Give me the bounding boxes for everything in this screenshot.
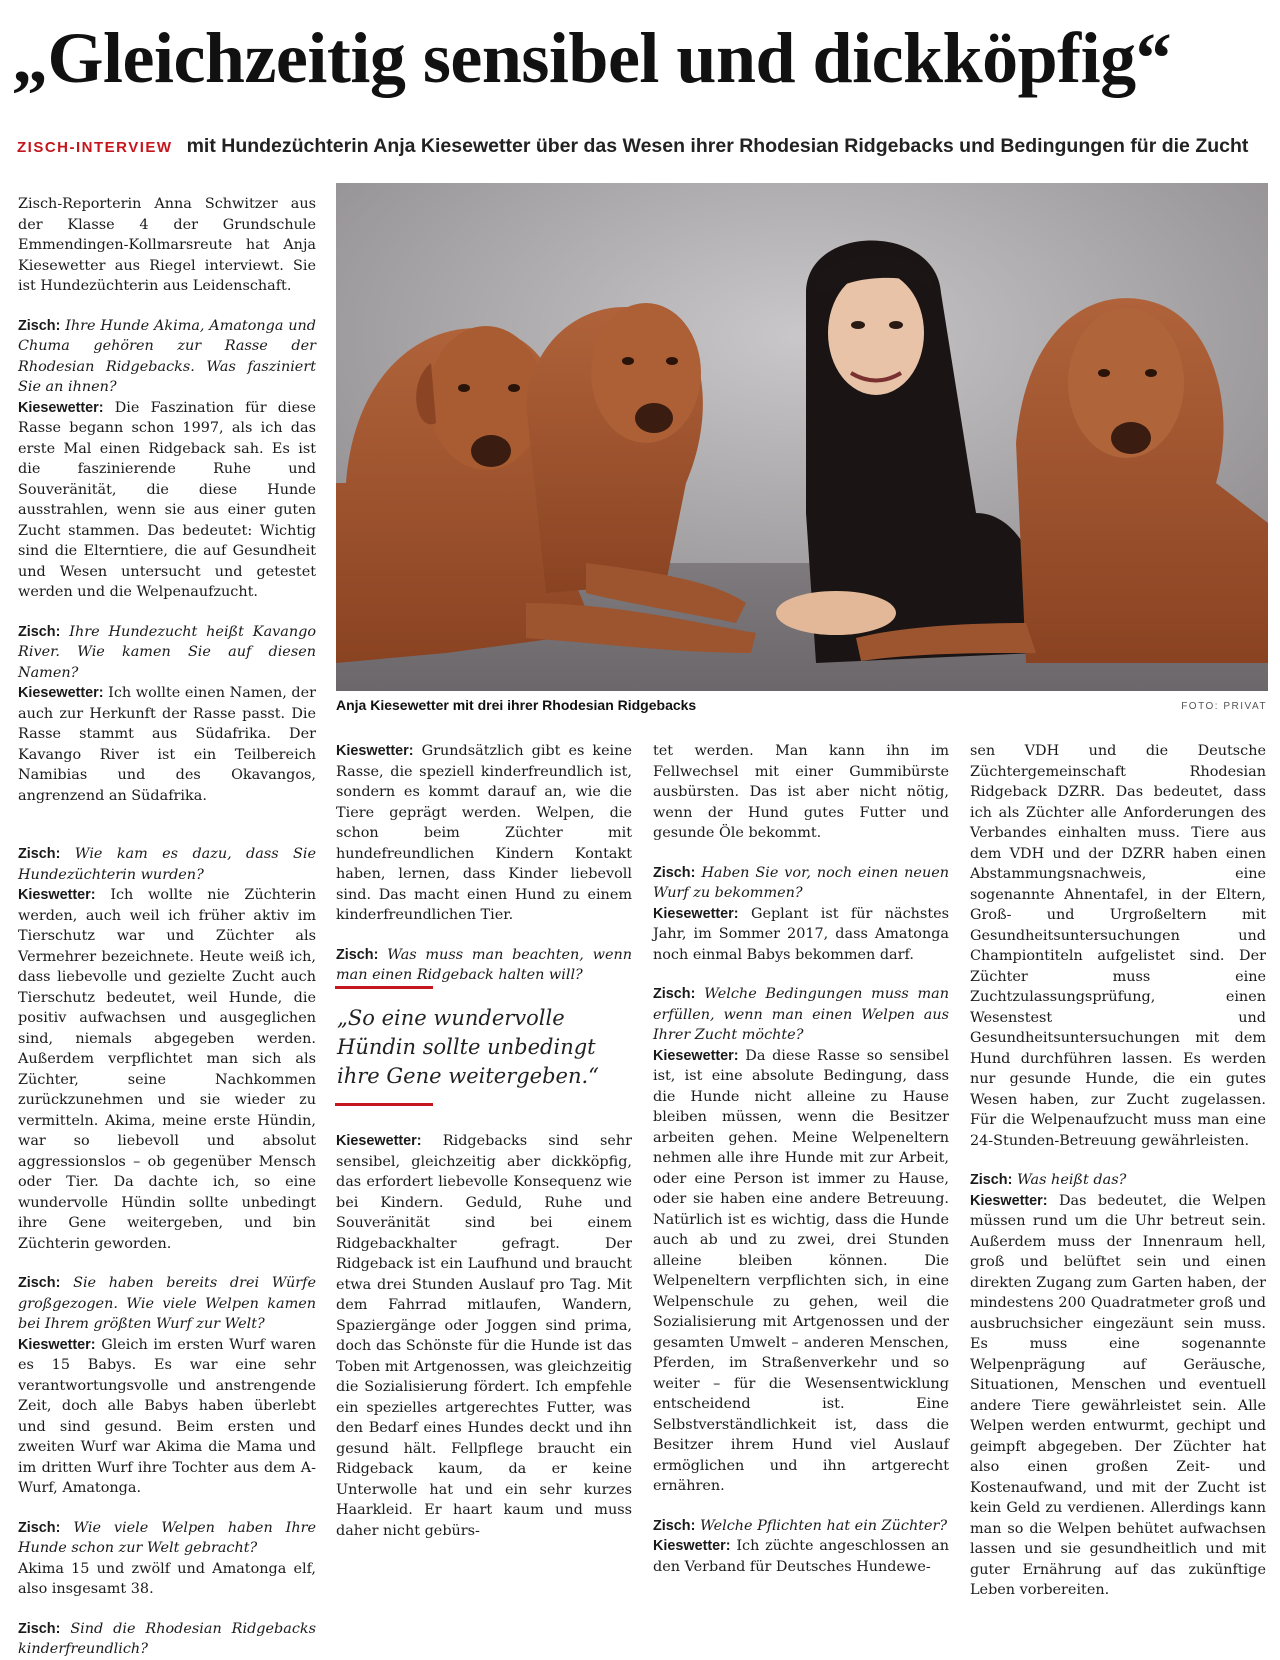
question: Zisch: Welche Bedingungen muss man erfüllen, wenn man einen Welpen aus Ihrer Zucht möchte? — [653, 986, 949, 1043]
headline: „Gleichzeitig sensibel und dickköpfig“ — [12, 18, 1172, 98]
speaker: Zisch: — [653, 864, 696, 881]
answer: Kieswetter: Ich züchte angeschlossen an den Verband für Deutsches Hundewe- — [653, 1538, 950, 1575]
answer-continued: tet werden. Man kann ihn im Fellwechsel mit einer Gummibürste ausbürsten. Das ist aber nicht nötig, wenn der Hund gutes Futter und gesunde Öle bekommt. — [653, 743, 949, 841]
question: Zisch: Wie kam es dazu, dass Sie Hundezüchterin wurden? — [18, 846, 316, 883]
speaker: Zisch: — [653, 986, 696, 1002]
speaker: Kiesewetter: — [653, 905, 739, 922]
speaker: Kiesewetter: — [18, 685, 104, 701]
speaker: Kieswetter: — [970, 1192, 1048, 1209]
question: Zisch: Welche Pflichten hat ein Züchter? — [653, 1517, 948, 1534]
answer: Kiesewetter: Ich wollte einen Namen, der auch zur Herkunft der Rasse passt. Die Rasse stammt aus Südafrika. Der Kavango River ist ein Teilbereich Namibias und des Okavangos, angrenzend an Südafrika. — [18, 685, 316, 804]
speaker: Zisch: — [18, 317, 61, 334]
column-4 — [970, 741, 1266, 1601]
speaker: Kiesewetter: — [336, 1133, 422, 1149]
question: Zisch: Ihre Hundezucht heißt Kavango River. Wie kamen Sie auf diesen Namen? — [18, 623, 316, 681]
answer: Kiesewetter: Da diese Rasse so sensibel ist, ist eine absolute Bedingung, dass die Hunde nicht alleine zu Hause bleiben müssen, wenn die Besitzer arbeiten gehen. Meine Welpeneltern nehmen alle ihre Hunde mit zur Arbeit, oder eine Person ist immer zu Hause, oder sie haben eine andere Betreuung. Natürlich ist es wichtig, dass die Hunde auch ab und zu zwei, drei Stunden alleine bleiben können. Die Welpeneltern verpflichten sich, in eine Welpenschule zu gehen, weil die Sozialisierung mit Artgenossen und der gesamten Umwelt – anderen Menschen, Pferden, im Straßenverkehr und so weiter – für die Wesensentwicklung entscheidend ist. Eine Selbstverständlichkeit ist, dass die Besitzer ihrem Hund viel Auslauf ermöglichen und ihn artgerecht ernähren. — [653, 1047, 949, 1494]
question: Zisch: Wie viele Welpen haben Ihre Hunde schon zur Welt gebracht? — [18, 1519, 316, 1556]
column-1 — [18, 194, 316, 1660]
speaker: Zisch: — [18, 846, 61, 862]
speaker: Kieswetter: — [336, 743, 414, 759]
column-2-continued — [336, 1131, 632, 1541]
column-3 — [653, 741, 949, 1577]
answer: Kieswetter: Grundsätzlich gibt es keine Rasse, die speziell kinderfreundlich ist, sondern es kommt darauf an, wie die Tiere geprägt werden. Welpen, die schon beim Züchter mit hundefreundlichen Kindern Kontakt haben, lernen, dass Kinder liebevoll sind. Das macht einen Hund zu einem kinderfreundlichen Tier. — [336, 743, 632, 923]
answer: Kieswetter: Ich wollte nie Züchterin werden, auch weil ich früher aktiv im Tierschutz war und Züchter als Vermehrer bezeichnete. Heute weiß ich, dass liebevolle und gezielte Zucht auch Tierschutz bedeutet, weil Hunde, die positiv aufwachsen und ausgeglichen sind, niemals abgegeben werden. Außerdem verpflichtet man sich als Züchter, seine Nachkommen zurückzunehmen und sie wieder zu vermitteln. Akima, meine erste Hündin, war so liebevoll und absolut aggressionslos – ob gegenüber Mensch oder Tier. Da dachte ich, so eine wundervolle Hündin sollte unbedingt ihre Gene weitergeben, und bin Züchterin geworden. — [18, 887, 316, 1252]
speaker: Zisch: — [653, 1517, 696, 1534]
speaker: Kiesewetter: — [653, 1047, 739, 1064]
question: Zisch: Sind die Rhodesian Ridgebacks kinderfreundlich? — [18, 1620, 316, 1657]
speaker: Kieswetter: — [18, 1336, 96, 1353]
answer: Kiesewetter: Ridgebacks sind sehr sensibel, gleichzeitig aber dickköpfig, das erfordert liebevolle Konsequenz wie bei Kindern. Geduld, Ruhe und Souveränität sind bei einem Ridgebackhalter gefragt. Der Ridgeback ist ein Laufhund und braucht etwa drei Stunden Auslauf pro Tag. Mit dem Fahrrad mitlaufen, Wandern, Spaziergänge oder Joggen sind prima, doch das Schönste für die Hunde ist das Toben mit Artgenossen, was gleichzeitig die Sozialisierung fördert. Ich empfehle ein spezielles artgerechtes Futter, was den Bedarf eines Hundes deckt und ihn gesund hält. Fellpflege braucht ein Ridgeback kaum, da er keine Unterwolle hat und ein sehr kurzes Haarkleid. Er haart kaum und muss daher nicht gebürs- — [336, 1133, 633, 1539]
answer-continued: sen VDH und die Deutsche Züchtergemeinschaft Rhodesian Ridgeback DZRR. Das bedeutet, dass ich als Züchter alle Anforderungen des Verbandes einhalten muss. Tiere aus dem VDH und der DZRR haben einen Abstammungsnachweis, eine sogenannte Ahnentafel, in der Eltern, Groß- und Urgroßeltern mit Gesundheitsuntersuchungen und Championtiteln aufgelistet sind. Der Züchter muss eine Zuchtzulassungsprüfung, einen Wesenstest und Gesundheitsuntersuchungen mit dem Hund durchführen lassen. Es werden nur gesunde Hunde, die ein gutes Wesen haben, zur Zucht zugelassen. Für die Welpenaufzucht muss man eine 24-Stunden-Betreuung gewährleisten. — [970, 743, 1266, 1149]
column-2 — [336, 741, 632, 986]
photo-credit: FOTO: PRIVAT — [1181, 701, 1267, 712]
speaker: Kieswetter: — [653, 1538, 731, 1554]
speaker: Zisch: — [336, 946, 379, 963]
speaker: Zisch: — [970, 1172, 1013, 1188]
subheadline — [17, 134, 1277, 160]
question: Zisch: Ihre Hunde Akima, Amatonga und Chuma gehören zur Rasse der Rhodesian Ridgebacks. Was fasziniert Sie an ihnen? — [18, 317, 316, 395]
answer: Kiesewetter: Geplant ist für nächstes Jahr, im Sommer 2017, dass Amatonga noch einmal Babys bekommen darf. — [653, 905, 950, 963]
article-photo — [336, 183, 1268, 691]
speaker: Zisch: — [18, 1620, 61, 1637]
answer: Kieswetter: Das bedeutet, die Welpen müssen rund um die Uhr betreut sein. Außerdem muss der Innenraum hell, groß und belüftet sein und einen direkten Zugang zum Garten haben, der mindestens 200 Quadratmeter groß und ausbruchsicher eingezäunt sein muss. Es muss eine sogenannte Welpenprägung auf Geräusche, Situationen, Menschen und eventuell andere Tiere gewährleistet sein. Alle Welpen werden entwurmt, gechipt und geimpft abgegeben. Der Züchter hat also einen großen Zeit- und Kostenaufwand, und mit der Zucht ist kein Geld zu verdienen. Allerdings kann man so die Welpen behütet aufwachsen lassen und sie gesundheitlich und mit guter Ernährung auf das zukünftige Leben vorbereiten. — [970, 1192, 1267, 1598]
pull-quote-text: „So eine wundervolle Hündin sollte unbedingt ihre Gene weitergeben.“ — [337, 1006, 599, 1088]
speaker: Kiesewetter: — [18, 399, 104, 416]
kicker: ZISCH-INTERVIEW — [17, 139, 173, 156]
photo-caption: Anja Kiesewetter mit drei ihrer Rhodesian Ridgebacks — [336, 697, 697, 713]
answer: Kieswetter: Gleich im ersten Wurf waren es 15 Babys. Es war eine sehr verantwortungsvolle und anstrengende Zeit, doch alle Babys haben überlebt und sind gesund. Beim ersten und zweiten Wurf war Akima die Mama und im dritten Wurf ihre Tochter aus dem A-Wurf, Amatonga. — [18, 1336, 316, 1496]
question: Zisch: Sie haben bereits drei Würfe großgezogen. Wie viele Welpen kamen bei Ihrem größten Wurf zur Welt? — [18, 1275, 317, 1332]
pull-quote-rule-top — [335, 986, 433, 989]
speaker: Kieswetter: — [18, 887, 96, 903]
speaker: Zisch: — [18, 1275, 61, 1291]
question: Zisch: Was muss man beachten, wenn man einen Ridgeback halten will? — [336, 946, 632, 983]
answer: Akima 15 und zwölf und Amatonga elf, also insgesamt 38. — [18, 1560, 316, 1597]
intro-paragraph: Zisch-Reporterin Anna Schwitzer aus der Klasse 4 der Grundschule Emmendingen-Kollmarsreute hat Anja Kiesewetter aus Riegel interviewt. Sie ist Hundezüchterin aus Leidenschaft. — [18, 196, 316, 294]
speaker: Zisch: — [18, 623, 61, 640]
photo-illustration — [336, 183, 1268, 691]
pull-quote-rule-bottom — [335, 1103, 433, 1106]
subheadline-text: mit Hundezüchterin Anja Kiesewetter über das Wesen ihrer Rhodesian Ridgebacks und Bedingungen für die Zucht — [186, 135, 1249, 157]
question: Zisch: Was heißt das? — [970, 1172, 1127, 1188]
question: Zisch: Haben Sie vor, noch einen neuen Wurf zu bekommen? — [653, 864, 949, 901]
answer: Kiesewetter: Die Faszination für diese Rasse begann schon 1997, als ich das erste Mal einen Ridgeback sah. Es ist die faszinierende Ruhe und Souveränität, die diese Hunde ausstrahlen, wenn sie aus einer guten Zucht stammen. Das bedeutet: Wichtig sind die Elterntiere, die auf Gesundheit und Wesen untersucht und getestet werden und die Welpenaufzucht. — [18, 399, 316, 600]
speaker: Zisch: — [18, 1519, 61, 1536]
pull-quote — [335, 986, 625, 1106]
